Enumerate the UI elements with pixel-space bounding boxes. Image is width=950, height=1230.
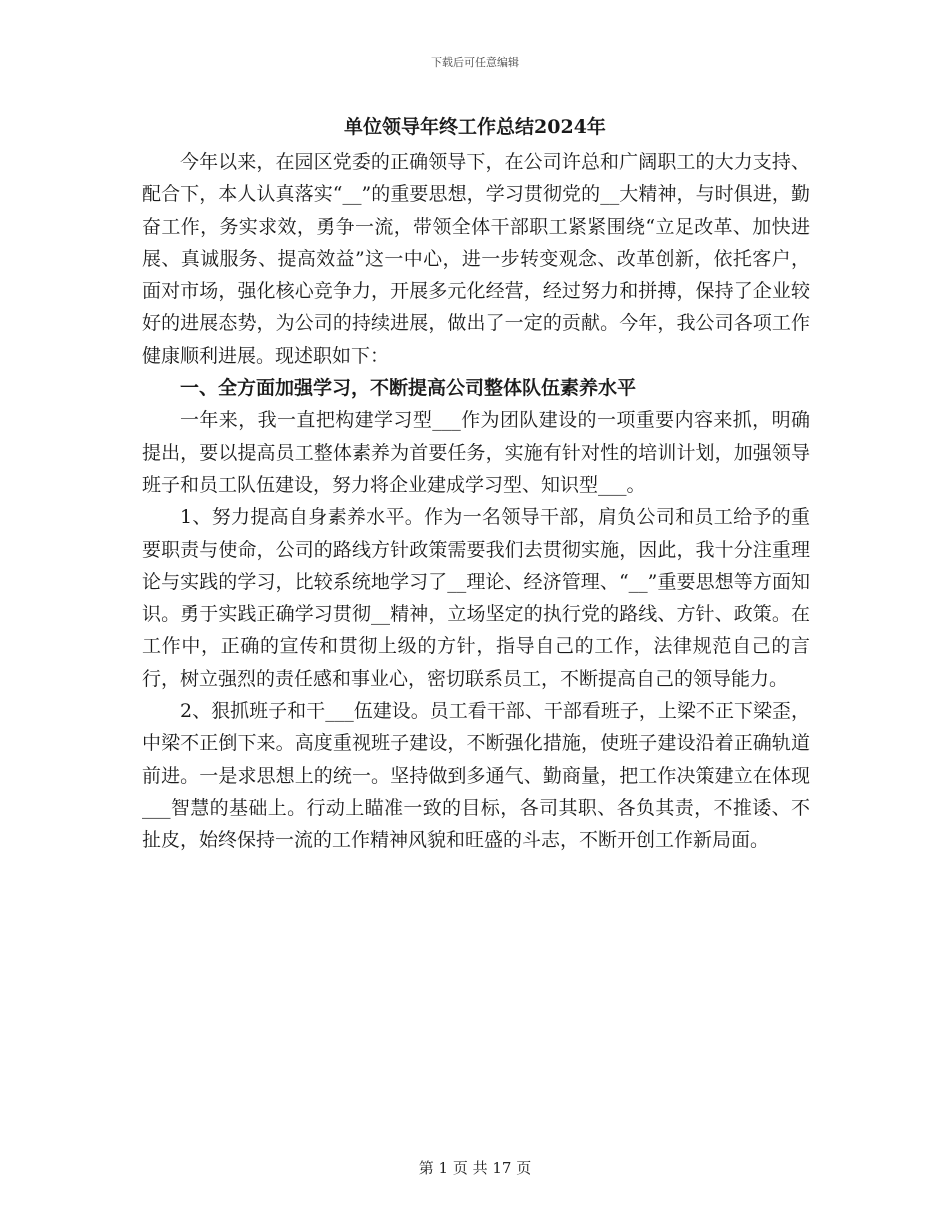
point-1-paragraph: 1、努力提高自身素养水平。作为一名领导干部，肩负公司和员工给予的重要职责与使命，公司的路线方针政策需要我们去贯彻实施，因此，我十分注重理论与实践的学习，比较系统地学习了__理论、经济管理、“__”重要思想等方面知识。勇于实践正确学习贯彻__精神，立场坚定的执行党的路线、方针、政策。在工作中，正确的宣传和贯彻上级的方针，指导自己的工作，法律规范自己的言行，树立强烈的责任感和事业心，密切联系员工，不断提高自己的领导能力。 [142, 506, 810, 690]
page-footer: 第 1 页 共 17 页 [418, 1159, 532, 1177]
document-body [142, 146, 810, 857]
section-heading: 一、全方面加强学习，不断提高公司整体队伍素养水平 [180, 377, 637, 400]
header-note: 下载后可任意编辑 [431, 56, 519, 69]
point-2-paragraph: 2、狠抓班子和干___伍建设。员工看干部、干部看班子，上梁不正下梁歪，中梁不正倒下来。高度重视班子建设，不断强化措施，使班子建设沿着正确轨道前进。一是求思想上的统一。坚持做到多通气、勤商量，把工作决策建立在体现___智慧的基础上。行动上瞄准一致的目标，各司其职、各负其责，不推诿、不扯皮，始终保持一流的工作精神风貌和旺盛的斗志，不断开创工作新局面。 [142, 700, 810, 852]
section-paragraph: 一年来，我一直把构建学习型___作为团队建设的一项重要内容来抓，明确提出，要以提高员工整体素养为首要任务，实施有针对性的培训计划，加强领导班子和员工队伍建设，努力将企业建成学习型、知识型___。 [142, 409, 810, 496]
intro-paragraph: 今年以来，在园区党委的正确领导下，在公司许总和广阔职工的大力支持、配合下，本人认真落实“__”的重要思想，学习贯彻党的__大精神，与时俱进，勤奋工作，务实求效，勇争一流，带领全体干部职工紧紧围绕“立足改革、加快进展、真诚服务、提高效益”这一中心，进一步转变观念、改革创新，依托客户，面对市场，强化核心竞争力，开展多元化经营，经过努力和拼搏，保持了企业较好的进展态势，为公司的持续进展，做出了一定的贡献。今年，我公司各项工作健康顺利进展。现述职如下： [142, 151, 810, 367]
page-title: 单位领导年终工作总结2024年 [344, 116, 606, 138]
